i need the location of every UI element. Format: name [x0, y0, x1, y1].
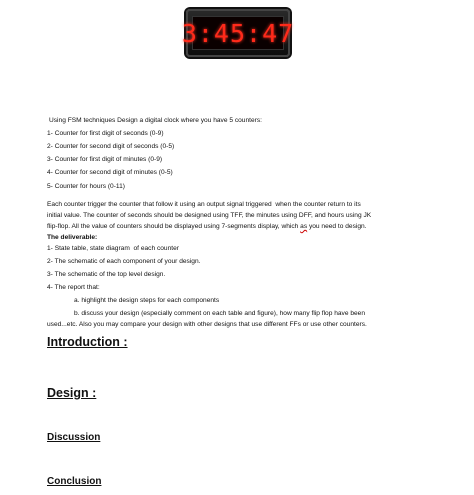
deliverable-item: 3- The schematic of the top level design. — [47, 271, 166, 278]
paragraph-end: you need to design. — [307, 223, 367, 230]
deliverable-item: 2- The schematic of each component of your design. — [47, 258, 201, 265]
counter-item: 5- Counter for hours (0-11) — [47, 183, 125, 190]
paragraph-line: initial value. The counter of seconds should be designed using TFF, the minutes using DFF, and hours using JK — [47, 212, 372, 219]
deliverable-heading: The deliverable: — [47, 234, 98, 241]
deliverable-item: 4- The report that: — [47, 284, 100, 291]
digital-clock-image — [181, 9, 295, 57]
counter-item: 3- Counter for first digit of minutes (0-9) — [47, 156, 163, 163]
introduction-heading: Introduction : — [47, 335, 128, 349]
counter-item: 4- Counter for second digit of minutes (0-5) — [47, 169, 173, 176]
conclusion-heading: Conclusion — [47, 476, 102, 487]
deliverable-item: 1- State table, state diagram of each counter — [47, 245, 179, 252]
report-item: b. discuss your design (especially comment on each table and figure), how many flip flop have been — [74, 310, 366, 317]
design-heading: Design : — [47, 386, 97, 400]
clock-face — [181, 16, 295, 50]
paragraph-text: flip-flop. All the value of counters should be displayed using 7-segments display, which — [47, 223, 301, 230]
report-item: a. highlight the design steps for each components — [74, 297, 220, 304]
counter-item: 1- Counter for first digit of seconds (0-9) — [47, 130, 164, 137]
spellcheck-word: as — [300, 223, 308, 230]
report-continuation: used...etc. Also you may compare your design with other designs that use different FFs or use other counters. — [47, 321, 367, 328]
paragraph-line: Each counter trigger the counter that follow it using an output signal triggered when the counter return to its — [47, 201, 361, 208]
discussion-heading: Discussion — [47, 432, 101, 443]
task-intro: Using FSM techniques Design a digital clock where you have 5 counters: — [49, 117, 262, 124]
clock-time-display: 3:45:47 — [181, 18, 295, 48]
counter-item: 2- Counter for second digit of seconds (0-5) — [47, 143, 175, 150]
